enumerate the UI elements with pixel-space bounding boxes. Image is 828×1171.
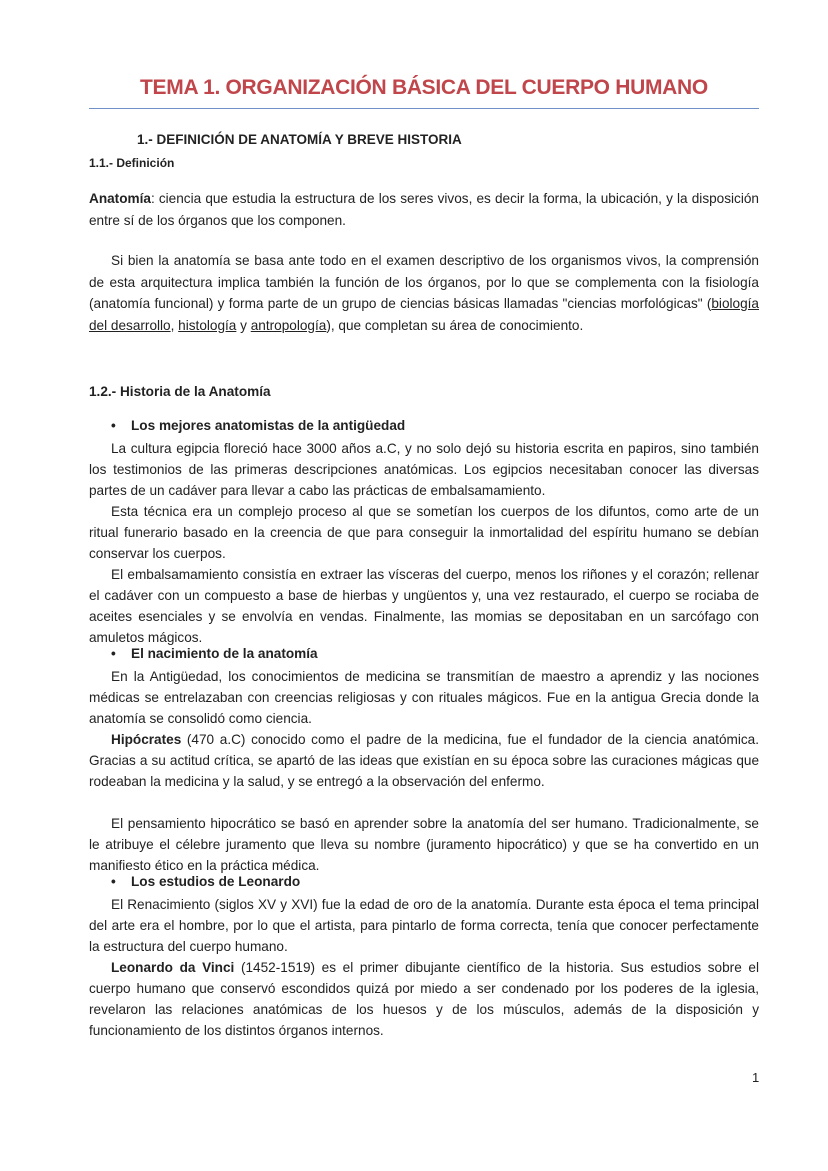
bullet-icon: • [111,874,116,889]
link-biologia-desarrollo[interactable]: biología del desarrollo [89,296,759,333]
definition-term: Anatomía [89,191,151,206]
paragraph-technique: Esta técnica era un complejo proceso al que se sometían los cuerpos de los difuntos, como arte de un ritual funerario basado en la creencia de que para conseguir la inmortalidad del espíritu humano se debían conservar los cuerpos. [89,504,759,561]
paragraph-antiquity: En la Antigüedad, los conocimientos de medicina se transmitían de maestro a aprendiz y las nociones médicas se entrelazaban con creencias religiosas y con rituales mágicos. Fue en la antigua Grecia donde la anatomía se consolidó como ciencia. [89,669,759,726]
link-histologia[interactable]: histología [178,317,237,333]
paragraph-renaissance: El Renacimiento (siglos XV y XVI) fue la edad de oro de la anatomía. Durante esta época el tema principal del arte era el hombre, por lo que el artista, para pintarlo de forma correcta, tenía que conocer perfectamente la estructura del cuerpo humano. [89,897,759,954]
paragraph-hippocratic-thought: El pensamiento hipocrático se basó en aprender sobre la anatomía del ser humano. Tradicionalmente, se le atribuye el célebre juramento que lleva su nombre (juramento hipocrático) y que se ha convertido en un manifiesto ético en la práctica médica. [89,816,759,873]
bullet-icon: • [111,418,116,433]
subsection-heading-history: 1.2.- Historia de la Anatomía [89,384,271,399]
paragraph-egypt: La cultura egipcia floreció hace 3000 años a.C, y no solo dejó su historia escrita en papiros, sino también los testimonios de las primeras descripciones anatómicas. Los egipcios necesitaban conocer las diversas partes de un cadáver para llevar a cabo las prácticas de embalsamamiento. [89,441,759,498]
link-antropologia[interactable]: antropología [250,317,327,333]
document-title: TEMA 1. ORGANIZACIÓN BÁSICA DEL CUERPO HUMANO [140,76,708,99]
paragraph-morphology: Si bien la anatomía se basa ante todo en el examen descriptivo de los organismos vivos, la comprensión de esta arquitectura implica también la función de los órganos, por lo que se complementa con la fisiología (anatomía funcional) y forma parte de un grupo de ciencias básicas llamadas "ciencias morfológicas" (biología del desarrollo, histología y antropología), que completan su área de conocimiento. [89,253,759,333]
section-heading: 1.- DEFINICIÓN DE ANATOMÍA Y BREVE HISTORIA [137,132,462,147]
paragraph-hippocrates: Hipócrates (470 a.C) conocido como el padre de la medicina, fue el fundador de la ciencia anatómica. Gracias a su actitud crítica, se apartó de las ideas que existían en su época sobre las curaciones mágicas que rodeaban la medicina y la salud, y se entregó a la observación del enfermo. [89,732,759,789]
paragraph-da-vinci: Leonardo da Vinci (1452-1519) es el primer dibujante científico de la historia. Sus estudios sobre el cuerpo humano que conservó escondidos quizá por miedo a ser condenado por los poderes de la iglesia, revelaron las relaciones anatómicas de los huesos y de los músculos, además de la disposición y funcionamiento de los distintos órganos internos. [89,960,759,1038]
title-divider [89,108,759,109]
subsection-heading-definition: 1.1.- Definición [89,156,175,170]
bullet-heading-birth: • El nacimiento de la anatomía [111,646,318,661]
page-number: 1 [752,1070,760,1085]
bullet-heading-leonardo: • Los estudios de Leonardo [111,874,301,889]
bullet-icon: • [111,646,116,661]
paragraph-embalming: El embalsamamiento consistía en extraer las vísceras del cuerpo, menos los riñones y el corazón; rellenar el cadáver con un compuesto a base de hierbas y ungüentos y, una vez restaurado, el cuerpo se rociaba de aceites esenciales y se envolvía en vendas. Finalmente, las momias se depositaban en un sarcófago con amuletos mágicos. [89,567,759,645]
definition-paragraph: Anatomía: ciencia que estudia la estructura de los seres vivos, es decir la forma, la ubicación, y la disposición entre sí de los órganos que los componen. [89,191,759,228]
bullet-heading-antiquity: • Los mejores anatomistas de la antigüedad [111,418,406,433]
